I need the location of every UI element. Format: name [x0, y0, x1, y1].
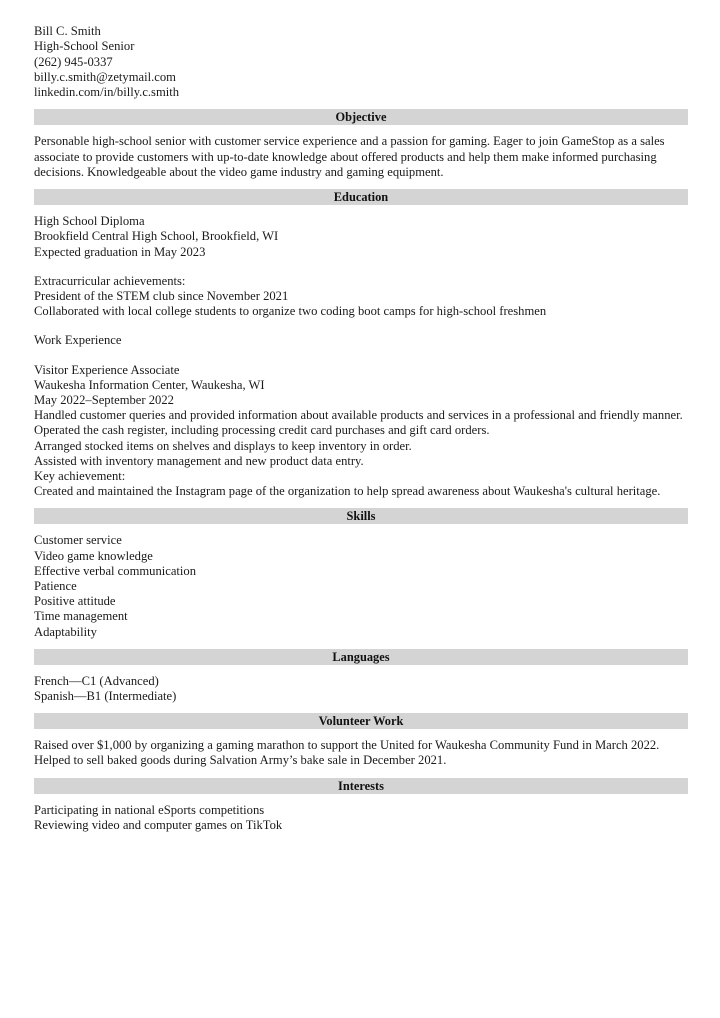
job-duty: Handled customer queries and provided information about available products and services in a professional and friendly manner.: [34, 408, 683, 423]
interest-item: Reviewing video and computer games on TikTok: [34, 817, 283, 832]
skill-item: Positive attitude: [34, 594, 116, 609]
key-achievement-label: Key achievement:: [34, 468, 126, 483]
education-school: Brookfield Central High School, Brookfield, WI: [34, 229, 279, 244]
applicant-title: High-School Senior: [34, 39, 135, 54]
job-duty: Operated the cash register, including processing credit card purchases and gift card orders.: [34, 423, 490, 438]
skill-item: Adaptability: [34, 624, 97, 639]
key-achievement-text: Created and maintained the Instagram page of the organization to help spread awareness about Waukesha's cultural heritage.: [34, 484, 661, 499]
applicant-phone: (262) 945-0337: [34, 54, 113, 69]
job-duty: Arranged stocked items on shelves and displays to keep inventory in order.: [34, 438, 412, 453]
volunteer-item: Raised over $1,000 by organizing a gaming marathon to support the United for Waukesha Community Fund in March 2022.: [34, 738, 660, 753]
volunteer-item: Helped to sell baked goods during Salvation Army’s bake sale in December 2021.: [34, 753, 447, 768]
resume-page: [34, 24, 688, 833]
skills-heading: Skills: [34, 508, 688, 524]
language-item: Spanish—B1 (Intermediate): [34, 688, 177, 703]
skill-item: Effective verbal communication: [34, 563, 197, 578]
skill-item: Video game knowledge: [34, 548, 153, 563]
education-degree: High School Diploma: [34, 214, 145, 229]
extracurricular-item: President of the STEM club since November 2021: [34, 288, 289, 303]
extracurricular-label: Extracurricular achievements:: [34, 273, 186, 288]
job-employer: Waukesha Information Center, Waukesha, WI: [34, 377, 265, 392]
volunteer-heading: Volunteer Work: [34, 713, 688, 729]
languages-heading: Languages: [34, 649, 688, 665]
job-dates: May 2022–September 2022: [34, 392, 174, 407]
job-title: Visitor Experience Associate: [34, 362, 180, 377]
skill-item: Patience: [34, 578, 77, 593]
applicant-linkedin: linkedin.com/in/billy.c.smith: [34, 85, 180, 100]
applicant-email: billy.c.smith@zetymail.com: [34, 69, 176, 84]
skill-item: Customer service: [34, 533, 122, 548]
contact-block: [34, 24, 688, 100]
education-heading: Education: [34, 189, 688, 205]
interests-heading: Interests: [34, 778, 688, 794]
interest-item: Participating in national eSports competitions: [34, 802, 265, 817]
extracurricular-item: Collaborated with local college students to organize two coding boot camps for high-school freshmen: [34, 304, 547, 319]
language-item: French—C1 (Advanced): [34, 673, 159, 688]
job-duty: Assisted with inventory management and new product data entry.: [34, 453, 364, 468]
work-experience-heading: Work Experience: [34, 333, 122, 348]
skill-item: Time management: [34, 609, 128, 624]
objective-text: Personable high-school senior with customer service experience and a passion for gaming. Eager to join GameStop as a sales associate to provide customers with up-to-date knowledge about offered products and help them make informed purchasing decisions. Knowledgeable about the video game industry and gaming equipment.: [34, 134, 665, 179]
applicant-name: Bill C. Smith: [34, 24, 101, 38]
objective-heading: Objective: [34, 109, 688, 125]
education-graduation: Expected graduation in May 2023: [34, 244, 206, 259]
